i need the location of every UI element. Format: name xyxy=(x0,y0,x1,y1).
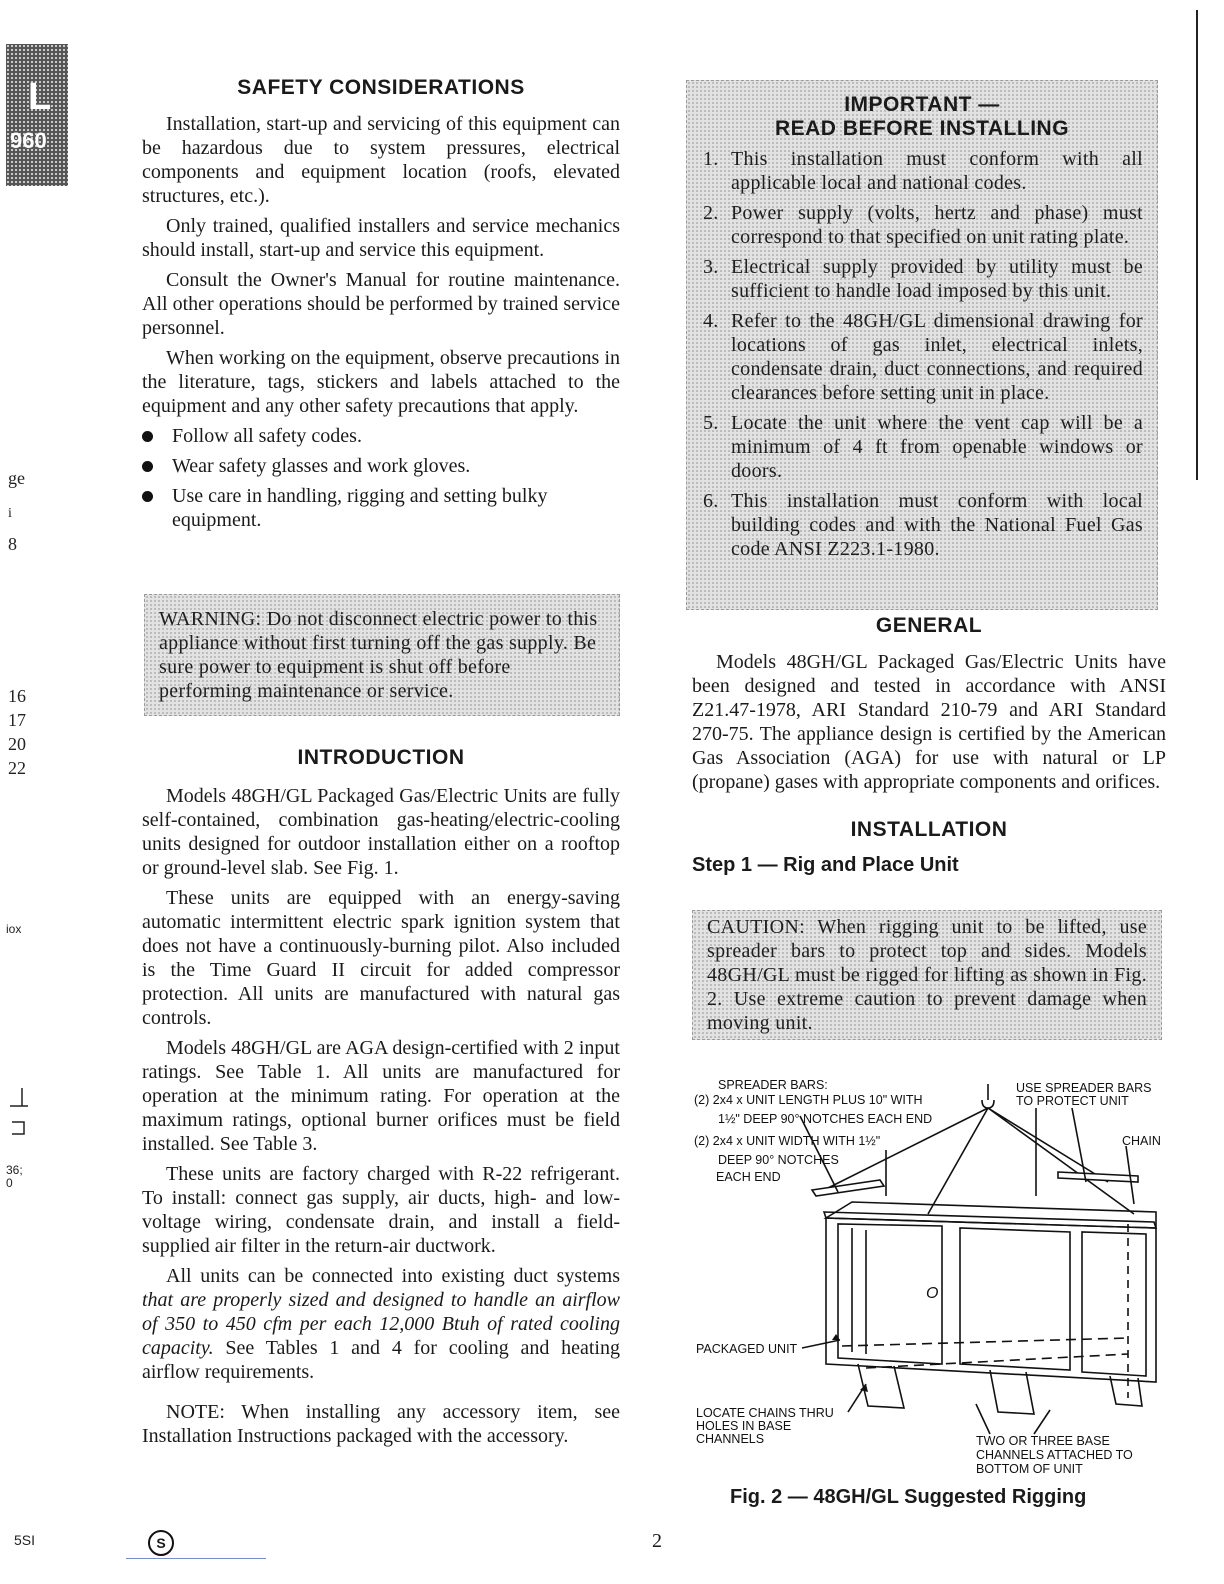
figure-label: CHAIN xyxy=(1122,1134,1161,1148)
company-logo: S xyxy=(148,1530,174,1556)
figure-label: TWO OR THREE BASE xyxy=(976,1434,1110,1448)
margin-mark: ge xyxy=(8,468,25,488)
list-item: 4. Refer to the 48GH/GL dimensional drawing for locations of gas inlet, electrical inlets, condensate drain, duct connections, and required clearances before setting unit in place. xyxy=(703,310,1143,404)
list-item: Wear safety glasses and work gloves. xyxy=(142,454,620,478)
edge-rule xyxy=(1196,10,1198,480)
introduction-section xyxy=(142,746,620,1454)
thumb-code: 960 xyxy=(10,128,47,153)
margin-mark: 8 xyxy=(8,534,17,554)
safety-paragraph: When working on the equipment, observe precautions in the literature, tags, stickers and labels attached to the equipment and any other safety precautions that apply. xyxy=(142,347,620,417)
section-thumb-tab xyxy=(6,44,68,186)
note-paragraph: NOTE: When installing any accessory item, see Installation Instructions packaged with the accessory. xyxy=(142,1401,620,1447)
figure-label: EACH END xyxy=(716,1170,781,1184)
lifting-hook xyxy=(982,1084,994,1108)
figure-label: TO PROTECT UNIT xyxy=(1016,1094,1129,1108)
figure-label: PACKAGED UNIT xyxy=(696,1342,798,1356)
intro-paragraph: All units can be connected into existing duct systems that are properly sized and designed to handle an airflow of 350 to 450 cfm per each 12,000 Btuh of rated cooling capacity. See Tables 1 and 4 for cooling and heating airflow requirements. xyxy=(142,1265,620,1383)
page-number: 2 xyxy=(652,1530,662,1552)
figure-label: (2) 2x4 x UNIT WIDTH WITH 1½" xyxy=(694,1134,881,1148)
margin-mark: i xyxy=(8,506,12,521)
list-item: Use care in handling, rigging and setting bulky equipment. xyxy=(142,484,620,532)
intro-paragraph: Models 48GH/GL Packaged Gas/Electric Units are fully self-contained, combination gas-heating/electric-cooling units designed for outdoor installation either on a rooftop or ground-level slab. See Fig. 1. xyxy=(142,785,620,879)
margin-mark: 17 xyxy=(8,710,26,730)
figure-label: BOTTOM OF UNIT xyxy=(976,1462,1083,1476)
important-title-line2: READ BEFORE INSTALLING xyxy=(774,117,1070,140)
safety-title: SAFETY CONSIDERATIONS xyxy=(237,76,525,99)
figure-label: CHANNELS ATTACHED TO xyxy=(976,1448,1133,1462)
caution-box: CAUTION: When rigging unit to be lifted, use spreader bars to protect top and sides. Models 48GH/GL must be rigged for lifting as shown in Fig. 2. Use extreme caution to prevent damage when moving unit. xyxy=(692,910,1162,1040)
margin-mark: 22 xyxy=(8,758,26,778)
safety-bullet-list xyxy=(142,424,620,532)
general-paragraph: Models 48GH/GL Packaged Gas/Electric Units have been designed and tested in accordance with ANSI Z21.47-1978, ARI Standard 210-79 and ARI Standard 270-75. The appliance design is certified by the American Gas Association (AGA) for use with natural or LP (propane) gases with appropriate components and orifices. xyxy=(692,651,1166,793)
figure-label: (2) 2x4 x UNIT LENGTH PLUS 10" WITH xyxy=(694,1093,923,1107)
margin-mark: 16 xyxy=(8,686,26,706)
installation-title: INSTALLATION xyxy=(850,818,1008,841)
figure-label: 1½" DEEP 90° NOTCHES EACH END xyxy=(718,1112,933,1126)
step-heading: Step 1 — Rig and Place Unit xyxy=(692,854,959,876)
figure-label: HOLES IN BASE xyxy=(696,1419,792,1433)
list-item: Follow all safety codes. xyxy=(142,424,620,448)
rigging-figure xyxy=(690,1064,1180,1484)
margin-mark: iox xyxy=(6,922,22,936)
important-title-line1: IMPORTANT — xyxy=(844,93,1000,116)
important-list xyxy=(687,147,1157,561)
thumb-letter: L xyxy=(28,76,52,118)
introduction-title: INTRODUCTION xyxy=(297,746,465,769)
list-item: 3. Electrical supply provided by utility must be sufficient to handle load imposed by this unit. xyxy=(703,256,1143,302)
intro-paragraph: Models 48GH/GL are AGA design-certified with 2 input ratings. See Table 1. All units are manufactured for operation at the minimum rating. For operation at the maximum ratings, optional burner orifices must be field installed. See Table 3. xyxy=(142,1037,620,1155)
list-item: 2. Power supply (volts, hertz and phase) must correspond to that specified on unit rating plate. xyxy=(703,202,1143,248)
important-box xyxy=(686,80,1158,610)
safety-paragraph: Installation, start-up and servicing of this equipment can be hazardous due to system pressures, electrical components and equipment location (roofs, elevated structures, etc.). xyxy=(142,113,620,207)
margin-glyphs xyxy=(4,1082,32,1142)
intro-paragraph: These units are factory charged with R-22 refrigerant. To install: connect gas supply, air ducts, high- and low-voltage wiring, condensate drain, and install a field-supplied air filter in the return-air ductwork. xyxy=(142,1163,620,1257)
figure-caption: Fig. 2 — 48GH/GL Suggested Rigging xyxy=(730,1486,1087,1508)
intro-paragraph: These units are equipped with an energy-saving automatic intermittent electric spark ignition system that does not have a continuously-burning pilot. Also included is the Time Guard II circuit for added compressor protection. All units are manufactured with natural gas controls. xyxy=(142,887,620,1029)
margin-mark: 20 xyxy=(8,734,26,754)
bullet-icon xyxy=(142,491,153,502)
margin-mark: 0 xyxy=(6,1176,13,1190)
bullet-icon xyxy=(142,431,153,442)
panel-label: O xyxy=(926,1285,939,1302)
figure-label: DEEP 90° NOTCHES xyxy=(718,1153,839,1167)
figure-label: CHANNELS xyxy=(696,1432,765,1446)
footer-rule xyxy=(126,1558,266,1559)
safety-paragraph: Consult the Owner's Manual for routine maintenance. All other operations should be performed by trained service personnel. xyxy=(142,269,620,339)
warning-box: WARNING: Do not disconnect electric power to this appliance without first turning off the gas supply. Be sure power to equipment is shut off before performing maintenance or service. xyxy=(144,594,620,716)
figure-label: SPREADER BARS: xyxy=(718,1078,828,1092)
general-title: GENERAL xyxy=(875,614,983,637)
left-column xyxy=(142,76,620,538)
figure-label: USE SPREADER BARS xyxy=(1016,1081,1152,1095)
list-item: 1. This installation must conform with all applicable local and national codes. xyxy=(703,148,1143,194)
margin-mark: 36; xyxy=(6,1163,23,1177)
list-item: 6. This installation must conform with local building codes and with the National Fuel Gas code ANSI Z223.1-1980. xyxy=(703,490,1143,560)
safety-paragraph: Only trained, qualified installers and service mechanics should install, start-up and service this equipment. xyxy=(142,215,620,261)
bullet-icon xyxy=(142,461,153,472)
general-section xyxy=(692,614,1166,877)
list-item: 5. Locate the unit where the vent cap will be a minimum of 4 ft from openable windows or doors. xyxy=(703,412,1143,482)
figure-label: LOCATE CHAINS THRU xyxy=(696,1406,834,1420)
margin-mark: 5SI xyxy=(14,1532,36,1548)
